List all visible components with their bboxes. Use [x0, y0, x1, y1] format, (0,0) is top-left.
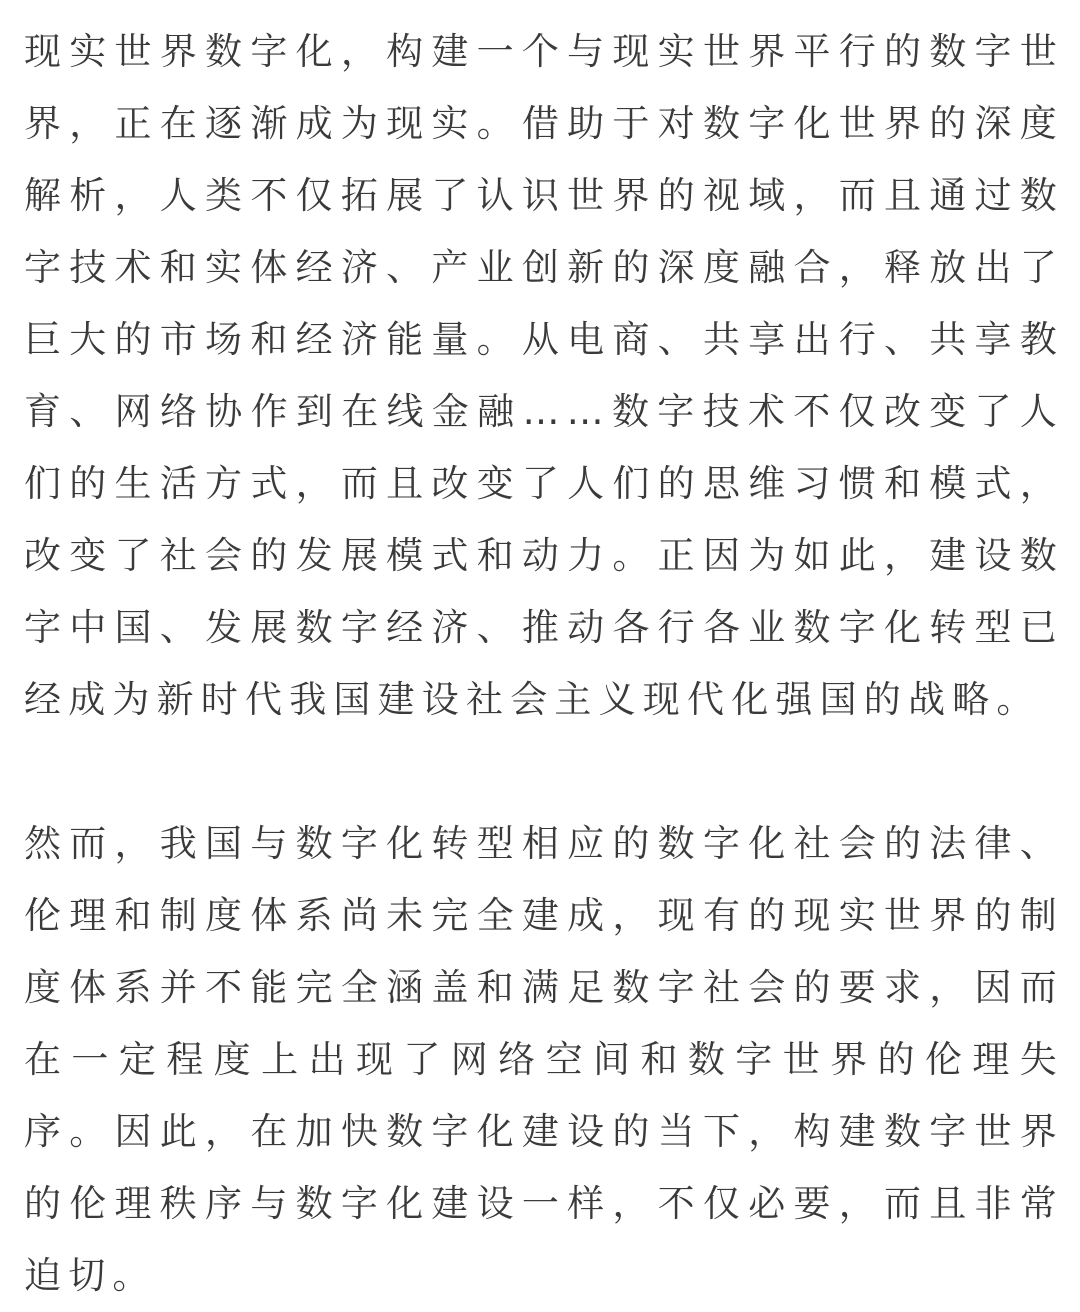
- article-body: [24, 16, 1064, 1312]
- paragraph-1: 现实世界数字化，构建一个与现实世界平行的数字世界，正在逐渐成为现实。借助于对数字化世界的深度解析，人类不仅拓展了认识世界的视域，而且通过数字技术和实体经济、产业创新的深度融合，释放出了巨大的市场和经济能量。从电商、共享出行、共享教育、网络协作到在线金融……数字技术不仅改变了人们的生活方式，而且改变了人们的思维习惯和模式，改变了社会的发展模式和动力。正因为如此，建设数字中国、发展数字经济、推动各行各业数字化转型已经成为新时代我国建设社会主义现代化强国的战略。: [24, 30, 1064, 721]
- paragraph-2: 然而，我国与数字化转型相应的数字化社会的法律、伦理和制度体系尚未完全建成，现有的现实世界的制度体系并不能完全涵盖和满足数字社会的要求，因而在一定程度上出现了网络空间和数字世界的伦理失序。因此，在加快数字化建设的当下，构建数字世界的伦理秩序与数字化建设一样，不仅必要，而且非常迫切。: [24, 822, 1064, 1297]
